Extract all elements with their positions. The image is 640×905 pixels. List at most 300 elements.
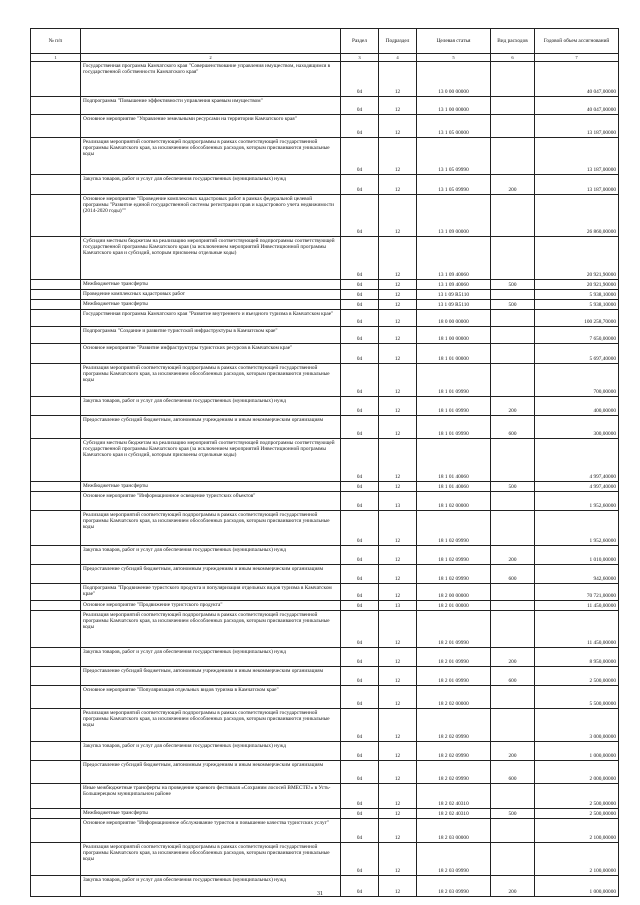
- subsection-cell: 12: [379, 195, 417, 237]
- document-page: [30, 28, 618, 897]
- num-cell: [31, 280, 81, 290]
- subsection-cell: 12: [379, 310, 417, 327]
- section-cell: 04: [341, 686, 379, 709]
- expense-type-cell: [491, 310, 535, 327]
- num-cell: [31, 327, 81, 344]
- amount-cell: 700,00000: [535, 364, 619, 397]
- amount-cell: 4 997,40000: [535, 439, 619, 482]
- table-row: [31, 761, 619, 784]
- target-article-cell: 13 1 05 00000: [417, 115, 491, 138]
- target-article-cell: 18 2 02 00000: [417, 686, 491, 709]
- subsection-cell: 12: [379, 397, 417, 416]
- table-row: [31, 482, 619, 492]
- item-name: Закупка товаров, работ и услуг для обеспечения государственных (муниципальных) нужд: [81, 742, 341, 761]
- subsection-cell: 12: [379, 876, 417, 897]
- item-name: Основное мероприятие "Развитие инфраструктуры туристских ресурсов в Камчатском крае": [81, 344, 341, 364]
- page-number: 31: [317, 891, 323, 897]
- item-name: Закупка товаров, работ и услуг для обеспечения государственных (муниципальных) нужд: [81, 648, 341, 667]
- num-cell: [31, 439, 81, 482]
- column-number: 4: [379, 54, 417, 62]
- target-article-cell: 13 1 09 40060: [417, 237, 491, 280]
- subsection-cell: 12: [379, 784, 417, 809]
- target-article-cell: 18 1 01 40060: [417, 482, 491, 492]
- item-name: Реализация мероприятий соответствующей подпрограммы в рамках соответствующей государственной программы Камчатского края, за исключением обособленных расходов, которым присваиваются уникальные коды: [81, 511, 341, 546]
- item-name: Предоставление субсидий бюджетным, автономным учреждениям и иным некоммерческим организациям: [81, 761, 341, 784]
- item-name: Реализация мероприятий соответствующей подпрограммы в рамках соответствующей государственной программы Камчатского края, за исключением обособленных расходов, которым присваиваются уникальные коды: [81, 611, 341, 648]
- amount-cell: 13 187,00000: [535, 115, 619, 138]
- amount-cell: 5 938,10000: [535, 290, 619, 300]
- amount-cell: 7 650,00000: [535, 327, 619, 344]
- target-article-cell: 18 0 00 00000: [417, 310, 491, 327]
- amount-cell: 2 100,00000: [535, 843, 619, 876]
- section-cell: 04: [341, 784, 379, 809]
- expense-type-cell: 200: [491, 175, 535, 195]
- item-name: Субсидии местным бюджетам на реализацию мероприятий соответствующей подпрограммы соответствующей государственной программы Камчатского края (за исключением мероприятий Инвестиционной программы Камчатского края и субсидий, которым присвоены отдельные коды): [81, 237, 341, 280]
- table-row: [31, 511, 619, 546]
- subsection-cell: 12: [379, 709, 417, 742]
- item-name: Основное мероприятие "Управление земельными ресурсами на территории Камчатского края": [81, 115, 341, 138]
- target-article-cell: 13 1 00 00000: [417, 97, 491, 115]
- item-name: Реализация мероприятий соответствующей подпрограммы в рамках соответствующей государственной программы Камчатского края, за исключением обособленных расходов, которым присваиваются уникальные коды: [81, 364, 341, 397]
- subsection-cell: 12: [379, 686, 417, 709]
- table-row: [31, 237, 619, 280]
- table-row: [31, 195, 619, 237]
- section-cell: 04: [341, 344, 379, 364]
- table-row: [31, 709, 619, 742]
- header-num: № п/п: [31, 29, 81, 54]
- subsection-cell: 12: [379, 237, 417, 280]
- amount-cell: 1 010,00000: [535, 546, 619, 565]
- item-name: Иные межбюджетные трансферты на проведение краевого фестиваля «Сохраним лососей ВМЕСТЕ!» в Усть-Большерецком муниципальном районе: [81, 784, 341, 809]
- num-cell: [31, 416, 81, 439]
- expense-type-cell: [491, 138, 535, 175]
- subsection-cell: 12: [379, 843, 417, 876]
- header-row: [31, 29, 619, 54]
- amount-cell: 2 500,00000: [535, 809, 619, 819]
- num-cell: [31, 344, 81, 364]
- section-cell: 04: [341, 492, 379, 511]
- expense-type-cell: 500: [491, 280, 535, 290]
- item-name: Реализация мероприятий соответствующей подпрограммы в рамках соответствующей государственной программы Камчатского края, за исключением обособленных расходов, которым присваиваются уникальные коды: [81, 843, 341, 876]
- budget-table: [30, 28, 619, 897]
- num-cell: [31, 195, 81, 237]
- amount-cell: 13 187,00000: [535, 175, 619, 195]
- target-article-cell: 18 2 01 09990: [417, 648, 491, 667]
- expense-type-cell: [491, 62, 535, 97]
- item-name: Основное мероприятие "Популяризация отдельных видов туризма в Камчатском крае": [81, 686, 341, 709]
- num-cell: [31, 310, 81, 327]
- subsection-cell: 12: [379, 175, 417, 195]
- table-row: [31, 565, 619, 584]
- table-row: [31, 290, 619, 300]
- amount-cell: 5 500,00000: [535, 686, 619, 709]
- num-cell: [31, 511, 81, 546]
- expense-type-cell: [491, 344, 535, 364]
- table-row: [31, 686, 619, 709]
- subsection-cell: 13: [379, 492, 417, 511]
- target-article-cell: 13 1 09 40060: [417, 280, 491, 290]
- table-row: [31, 648, 619, 667]
- table-row: [31, 601, 619, 611]
- target-article-cell: 18 1 01 40060: [417, 439, 491, 482]
- expense-type-cell: [491, 492, 535, 511]
- expense-type-cell: 200: [491, 546, 535, 565]
- item-name: Межбюджетные трансферты: [81, 482, 341, 492]
- target-article-cell: 18 1 01 09990: [417, 364, 491, 397]
- table-row: [31, 546, 619, 565]
- target-article-cell: 18 1 01 09990: [417, 416, 491, 439]
- expense-type-cell: 600: [491, 761, 535, 784]
- subsection-cell: 12: [379, 809, 417, 819]
- num-cell: [31, 611, 81, 648]
- section-cell: 04: [341, 397, 379, 416]
- expense-type-cell: 500: [491, 482, 535, 492]
- amount-cell: 40 047,00000: [535, 62, 619, 97]
- expense-type-cell: [491, 290, 535, 300]
- item-name: Основное мероприятие "Продвижение туристского продукта": [81, 601, 341, 611]
- subsection-cell: 12: [379, 761, 417, 784]
- section-cell: 04: [341, 546, 379, 565]
- expense-type-cell: 200: [491, 742, 535, 761]
- header-name: [81, 29, 341, 54]
- header-target: Целевая статья: [417, 29, 491, 54]
- num-cell: [31, 175, 81, 195]
- expense-type-cell: [491, 327, 535, 344]
- subsection-cell: 12: [379, 344, 417, 364]
- expense-type-cell: [491, 843, 535, 876]
- section-cell: 04: [341, 138, 379, 175]
- num-cell: [31, 819, 81, 843]
- section-cell: 04: [341, 843, 379, 876]
- item-name: Закупка товаров, работ и услуг для обеспечения государственных (муниципальных) нужд: [81, 546, 341, 565]
- amount-cell: 5 938,10000: [535, 300, 619, 310]
- target-article-cell: 13 1 09 00000: [417, 195, 491, 237]
- target-article-cell: 18 1 02 09990: [417, 565, 491, 584]
- num-cell: [31, 62, 81, 97]
- table-row: [31, 310, 619, 327]
- subsection-cell: 12: [379, 482, 417, 492]
- target-article-cell: 18 1 02 00000: [417, 492, 491, 511]
- table-row: [31, 300, 619, 310]
- target-article-cell: 18 2 00 00000: [417, 584, 491, 601]
- section-cell: 04: [341, 482, 379, 492]
- expense-type-cell: [491, 511, 535, 546]
- table-row: [31, 667, 619, 686]
- item-name: Реализация мероприятий соответствующей подпрограммы в рамках соответствующей государственной программы Камчатского края, за исключением обособленных расходов, которым присваиваются уникальные коды: [81, 138, 341, 175]
- item-name: Закупка товаров, работ и услуг для обеспечения государственных (муниципальных) нужд: [81, 175, 341, 195]
- table-row: [31, 115, 619, 138]
- amount-cell: 13 187,00000: [535, 138, 619, 175]
- item-name: Подпрограмма "Повышение эффективности управления краевым имуществом": [81, 97, 341, 115]
- item-name: Подпрограмма "Продвижение туристского продукта и популяризация отдельных видов туризма в Камчатском крае": [81, 584, 341, 601]
- section-cell: 04: [341, 565, 379, 584]
- subsection-cell: 12: [379, 742, 417, 761]
- table-row: [31, 809, 619, 819]
- amount-cell: 2 500,00000: [535, 667, 619, 686]
- subsection-cell: 12: [379, 300, 417, 310]
- expense-type-cell: 600: [491, 416, 535, 439]
- subsection-cell: 12: [379, 280, 417, 290]
- target-article-cell: 18 2 03 00000: [417, 819, 491, 843]
- item-name: Закупка товаров, работ и услуг для обеспечения государственных (муниципальных) нужд: [81, 876, 341, 897]
- section-cell: 04: [341, 300, 379, 310]
- num-cell: [31, 115, 81, 138]
- section-cell: 04: [341, 175, 379, 195]
- section-cell: 04: [341, 237, 379, 280]
- expense-type-cell: 500: [491, 809, 535, 819]
- section-cell: 04: [341, 709, 379, 742]
- column-numbers-row: [31, 54, 619, 62]
- table-row: [31, 327, 619, 344]
- num-cell: [31, 300, 81, 310]
- subsection-cell: 12: [379, 97, 417, 115]
- target-article-cell: 18 2 02 40310: [417, 809, 491, 819]
- section-cell: 04: [341, 62, 379, 97]
- table-body: [31, 62, 619, 897]
- expense-type-cell: 200: [491, 876, 535, 897]
- table-row: [31, 138, 619, 175]
- subsection-cell: 12: [379, 290, 417, 300]
- target-article-cell: 18 1 02 09990: [417, 546, 491, 565]
- subsection-cell: 12: [379, 138, 417, 175]
- item-name: Субсидии местным бюджетам на реализацию мероприятий соответствующей подпрограммы соответствующей государственной программы Камчатского края (за исключением мероприятий Инвестиционной программы Камчатского края и субсидий, которым присвоены отдельные коды): [81, 439, 341, 482]
- amount-cell: 400,00000: [535, 397, 619, 416]
- item-name: Государственная программа Камчатского края "Совершенствование управления имуществом, находящимся в государственной собственности Камчатского края": [81, 62, 341, 97]
- amount-cell: 4 997,40000: [535, 482, 619, 492]
- num-cell: [31, 97, 81, 115]
- num-cell: [31, 138, 81, 175]
- amount-cell: 1 952,60000: [535, 511, 619, 546]
- expense-type-cell: [491, 97, 535, 115]
- amount-cell: 20 921,90000: [535, 237, 619, 280]
- target-article-cell: 13 1 09 R5110: [417, 290, 491, 300]
- section-cell: 04: [341, 97, 379, 115]
- num-cell: [31, 709, 81, 742]
- expense-type-cell: [491, 195, 535, 237]
- section-cell: 04: [341, 761, 379, 784]
- section-cell: 04: [341, 290, 379, 300]
- header-section: Раздел: [341, 29, 379, 54]
- subsection-cell: 12: [379, 62, 417, 97]
- section-cell: 04: [341, 195, 379, 237]
- subsection-cell: 12: [379, 667, 417, 686]
- subsection-cell: 12: [379, 439, 417, 482]
- subsection-cell: 12: [379, 565, 417, 584]
- section-cell: 04: [341, 310, 379, 327]
- expense-type-cell: 600: [491, 667, 535, 686]
- section-cell: 04: [341, 439, 379, 482]
- item-name: Межбюджетные трансферты: [81, 809, 341, 819]
- num-cell: [31, 784, 81, 809]
- item-name: Проведение комплексных кадастровых работ: [81, 290, 341, 300]
- item-name: Основное мероприятие "Проведение комплексных кадастровых работ в рамках федеральной целевой программы "Развитие единой государственной системы регистрации прав и кадастрового учета недвижимости (2014-2020 годы)"": [81, 195, 341, 237]
- num-cell: [31, 364, 81, 397]
- header-expense: Вид расходов: [491, 29, 535, 54]
- expense-type-cell: [491, 439, 535, 482]
- amount-cell: 8 950,00000: [535, 648, 619, 667]
- table-row: [31, 280, 619, 290]
- table-row: [31, 397, 619, 416]
- table-row: [31, 97, 619, 115]
- target-article-cell: 13 1 05 09990: [417, 138, 491, 175]
- target-article-cell: 18 2 01 09990: [417, 667, 491, 686]
- subsection-cell: 12: [379, 416, 417, 439]
- expense-type-cell: 500: [491, 300, 535, 310]
- column-number: 5: [417, 54, 491, 62]
- section-cell: 04: [341, 584, 379, 601]
- expense-type-cell: 200: [491, 397, 535, 416]
- num-cell: [31, 492, 81, 511]
- section-cell: 04: [341, 416, 379, 439]
- item-name: Основное мероприятие "Информационное обслуживание туристов и повышение качества туристских услуг": [81, 819, 341, 843]
- expense-type-cell: [491, 237, 535, 280]
- column-number: 7: [535, 54, 619, 62]
- amount-cell: 11 450,00000: [535, 601, 619, 611]
- item-name: Основное мероприятие "Информационное освещение туристских объектов": [81, 492, 341, 511]
- table-row: [31, 344, 619, 364]
- item-name: Межбюджетные трансферты: [81, 280, 341, 290]
- section-cell: 04: [341, 601, 379, 611]
- amount-cell: 20 921,90000: [535, 280, 619, 290]
- item-name: Подпрограмма "Создание и развитие туристской инфраструктуры в Камчатском крае": [81, 327, 341, 344]
- table-row: [31, 742, 619, 761]
- item-name: Предоставление субсидий бюджетным, автономным учреждениям и иным некоммерческим организациям: [81, 667, 341, 686]
- subsection-cell: 12: [379, 327, 417, 344]
- subsection-cell: 12: [379, 546, 417, 565]
- expense-type-cell: 600: [491, 565, 535, 584]
- num-cell: [31, 742, 81, 761]
- num-cell: [31, 667, 81, 686]
- amount-cell: 2 500,00000: [535, 784, 619, 809]
- header-volume: Годовой объем ассигнований: [535, 29, 619, 54]
- table-row: [31, 175, 619, 195]
- column-number: 6: [491, 54, 535, 62]
- table-row: [31, 364, 619, 397]
- target-article-cell: 18 2 02 40310: [417, 784, 491, 809]
- num-cell: [31, 601, 81, 611]
- expense-type-cell: [491, 584, 535, 601]
- table-row: [31, 62, 619, 97]
- section-cell: 04: [341, 280, 379, 290]
- amount-cell: 942,60000: [535, 565, 619, 584]
- expense-type-cell: [491, 784, 535, 809]
- num-cell: [31, 843, 81, 876]
- amount-cell: 1 952,60000: [535, 492, 619, 511]
- subsection-cell: 12: [379, 584, 417, 601]
- num-cell: [31, 237, 81, 280]
- item-name: Реализация мероприятий соответствующей подпрограммы в рамках соответствующей государственной программы Камчатского края, за исключением обособленных расходов, которым присваиваются уникальные коды: [81, 709, 341, 742]
- subsection-cell: 12: [379, 364, 417, 397]
- section-cell: 04: [341, 648, 379, 667]
- section-cell: 04: [341, 511, 379, 546]
- section-cell: 04: [341, 809, 379, 819]
- amount-cell: 100 258,70000: [535, 310, 619, 327]
- item-name: Закупка товаров, работ и услуг для обеспечения государственных (муниципальных) нужд: [81, 397, 341, 416]
- subsection-cell: 12: [379, 115, 417, 138]
- subsection-cell: 12: [379, 648, 417, 667]
- expense-type-cell: [491, 686, 535, 709]
- column-number: 1: [31, 54, 81, 62]
- section-cell: 04: [341, 611, 379, 648]
- section-cell: 04: [341, 327, 379, 344]
- num-cell: [31, 482, 81, 492]
- amount-cell: 1 000,00000: [535, 876, 619, 897]
- amount-cell: 5 697,40000: [535, 344, 619, 364]
- subsection-cell: 13: [379, 601, 417, 611]
- target-article-cell: 18 1 01 00000: [417, 344, 491, 364]
- table-row: [31, 784, 619, 809]
- target-article-cell: 18 2 01 09990: [417, 611, 491, 648]
- subsection-cell: 12: [379, 819, 417, 843]
- num-cell: [31, 809, 81, 819]
- table-row: [31, 843, 619, 876]
- expense-type-cell: 200: [491, 648, 535, 667]
- num-cell: [31, 761, 81, 784]
- amount-cell: 3 000,00000: [535, 709, 619, 742]
- target-article-cell: 18 1 00 00000: [417, 327, 491, 344]
- target-article-cell: 18 2 02 09990: [417, 761, 491, 784]
- section-cell: 04: [341, 667, 379, 686]
- section-cell: 04: [341, 742, 379, 761]
- subsection-cell: 12: [379, 611, 417, 648]
- expense-type-cell: [491, 115, 535, 138]
- item-name: Предоставление субсидий бюджетным, автономным учреждениям и иным некоммерческим организациям: [81, 565, 341, 584]
- amount-cell: 11 450,00000: [535, 611, 619, 648]
- num-cell: [31, 648, 81, 667]
- target-article-cell: 18 2 03 09990: [417, 876, 491, 897]
- expense-type-cell: [491, 601, 535, 611]
- num-cell: [31, 565, 81, 584]
- num-cell: [31, 584, 81, 601]
- amount-cell: 70 721,00000: [535, 584, 619, 601]
- item-name: Межбюджетные трансферты: [81, 300, 341, 310]
- section-cell: 04: [341, 819, 379, 843]
- amount-cell: 1 000,00000: [535, 742, 619, 761]
- target-article-cell: 18 1 01 09990: [417, 397, 491, 416]
- num-cell: [31, 686, 81, 709]
- expense-type-cell: [491, 364, 535, 397]
- target-article-cell: 18 2 02 09990: [417, 709, 491, 742]
- target-article-cell: 18 2 02 09990: [417, 742, 491, 761]
- item-name: Государственная программа Камчатского края "Развитие внутреннего и въездного туризма в Камчатском крае": [81, 310, 341, 327]
- target-article-cell: 13 1 05 09990: [417, 175, 491, 195]
- table-row: [31, 611, 619, 648]
- num-cell: [31, 290, 81, 300]
- amount-cell: 2 100,00000: [535, 819, 619, 843]
- column-number: 2: [81, 54, 341, 62]
- section-cell: 04: [341, 364, 379, 397]
- header-subsection: Подраздел: [379, 29, 417, 54]
- amount-cell: 26 860,00000: [535, 195, 619, 237]
- num-cell: [31, 397, 81, 416]
- target-article-cell: 18 1 02 09990: [417, 511, 491, 546]
- amount-cell: 300,00000: [535, 416, 619, 439]
- target-article-cell: 18 2 03 09990: [417, 843, 491, 876]
- section-cell: 04: [341, 876, 379, 897]
- expense-type-cell: [491, 611, 535, 648]
- table-row: [31, 819, 619, 843]
- amount-cell: 2 000,00000: [535, 761, 619, 784]
- section-cell: 04: [341, 115, 379, 138]
- expense-type-cell: [491, 709, 535, 742]
- subsection-cell: 12: [379, 511, 417, 546]
- num-cell: [31, 546, 81, 565]
- target-article-cell: 18 2 01 00000: [417, 601, 491, 611]
- table-row: [31, 492, 619, 511]
- target-article-cell: 13 0 00 00000: [417, 62, 491, 97]
- amount-cell: 40 047,00000: [535, 97, 619, 115]
- table-row: [31, 439, 619, 482]
